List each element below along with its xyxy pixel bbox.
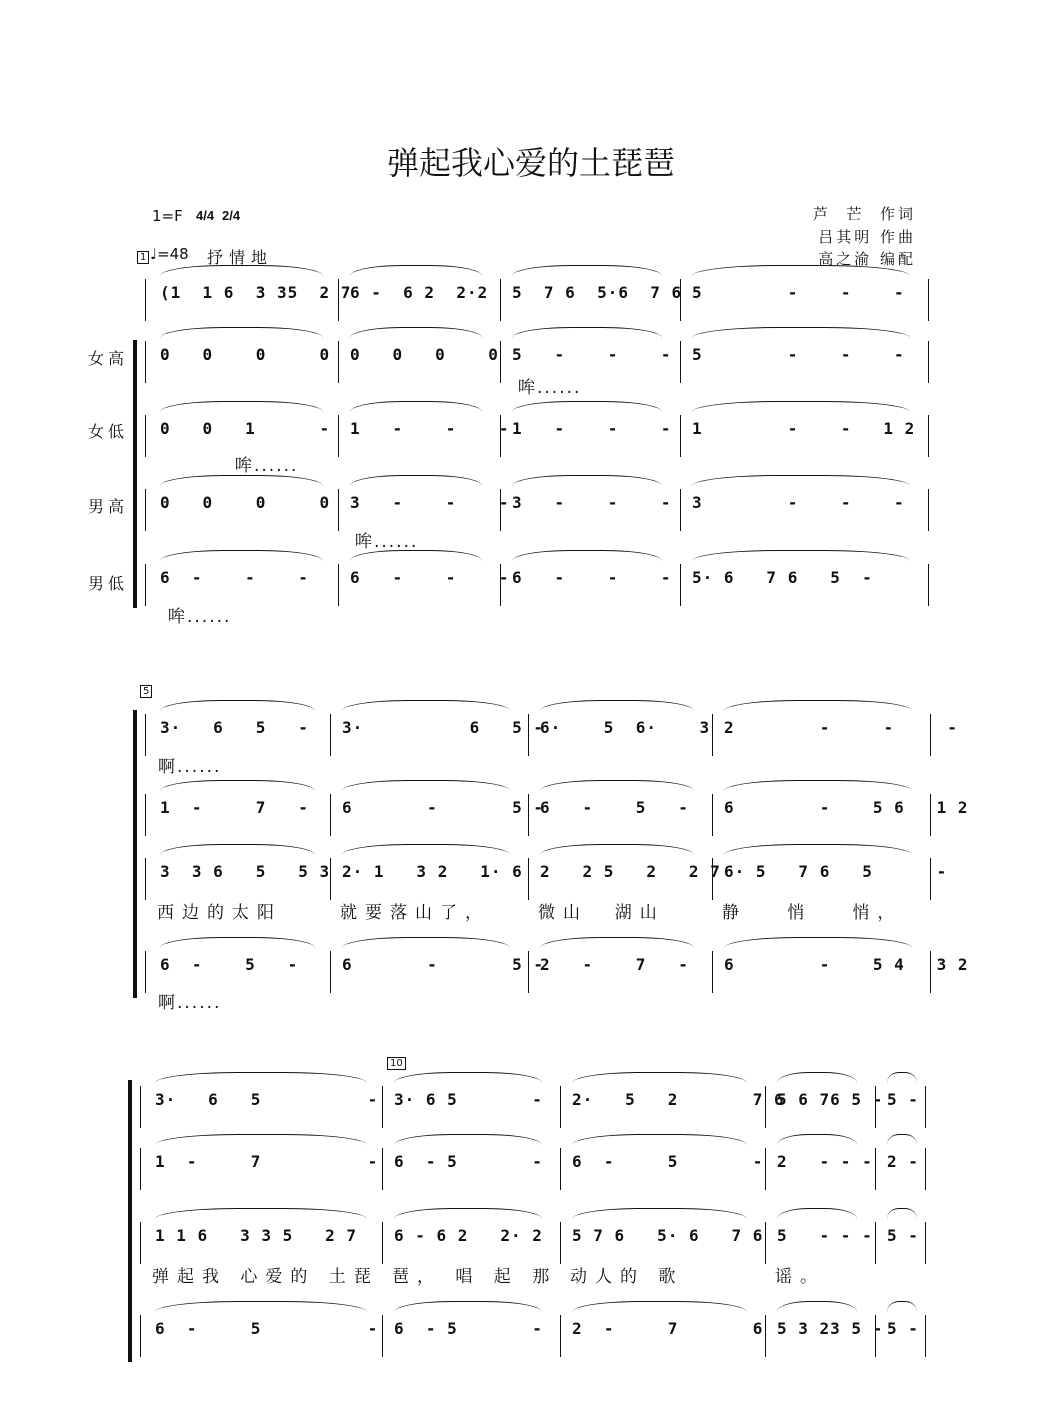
slur [155,1134,367,1145]
slur [724,937,912,948]
barline [338,341,339,383]
measure-notes: 2 - 7 6 [572,1319,764,1338]
score-title: 弹起我心爱的土琵琶 [386,144,675,182]
barline [875,1222,876,1264]
measure-notes: 3· 6 5 - [394,1090,543,1109]
measure-notes: 6 - 5 - [155,1319,379,1338]
lyric-text: 琶， 唱 起 那 [392,1267,558,1287]
slur [572,1301,747,1312]
voice-label-bass: 男低 [88,574,129,593]
system-bracket [133,710,137,998]
measure-notes: 1 - - 1 2 [692,419,916,438]
slur [394,1072,542,1083]
measure-notes: 6 - 5 - [394,1152,543,1171]
slur [777,1301,857,1312]
measure-notes: 5 - [887,1319,919,1338]
slur [887,1072,917,1083]
measure-notes: 2 - - - [724,718,958,737]
credit-composer [818,226,916,247]
lyric-text: 哞...... [235,456,299,476]
barline [765,1148,766,1190]
measure-notes: 6 - 5 6 1 2 [724,798,969,817]
measure-notes: 3 3 6 5 5 3 [160,862,331,881]
time-signature-1: 4/4 [196,208,215,223]
voice-label-soprano: 女高 [88,349,129,368]
slur [160,550,323,561]
barline [928,279,929,321]
measure-notes: 6 - 5 4 3 2 [724,955,969,974]
credit-name: 吕其明 [818,228,873,246]
slur [160,700,315,711]
barline [330,858,331,900]
slur [540,700,694,711]
measure-notes: 3· 6 5 - [155,1090,379,1109]
slur [724,844,912,855]
measure-notes: 2 - 7 - [540,955,689,974]
voice-label-alto: 女低 [88,422,129,441]
measure-notes: 1 - 7 - [160,798,309,817]
slur [692,327,910,338]
barline [928,415,929,457]
lyric-text: 谣。 [775,1267,825,1287]
voice-label-tenor: 男高 [88,497,129,516]
barline [925,1086,926,1128]
measure-notes: 5 7 6 5·6 7 6 [512,283,683,302]
barline [560,1222,561,1264]
barline [928,489,929,531]
measure-notes: 5 - - - [512,345,672,364]
barline [140,1222,141,1264]
slur [572,1072,747,1083]
lyric-text: 哞...... [355,532,419,552]
barline [145,279,146,321]
measure-notes: 3 - - - [350,493,510,512]
credit-lyricist [813,203,916,224]
slur [350,401,482,412]
barline [560,1086,561,1128]
measure-notes: 3· 6 5 - [160,718,309,737]
barline [382,1315,383,1357]
barline [145,714,146,756]
measure-notes: 6· 5 6· 3 [540,718,711,737]
system-bracket [133,340,137,608]
barline [145,341,146,383]
barline [925,1315,926,1357]
lyric-text: 静 悄 悄， [722,903,903,923]
barline [145,489,146,531]
measure-notes: 3 - - - [692,493,905,512]
slur [724,700,912,711]
measure-notes: 1 - - - [350,419,510,438]
barline [145,794,146,836]
measure-notes: 5 3 23 5 - [777,1319,884,1338]
slur [692,265,910,276]
barline [925,1148,926,1190]
slur [692,550,910,561]
measure-notes: 6 - 5 - [540,798,689,817]
slur [540,937,694,948]
system-bracket [128,1080,132,1362]
measure-notes: 5 - - - [692,345,905,364]
slur [155,1301,367,1312]
slur [155,1208,367,1219]
barline [928,341,929,383]
barline [680,341,681,383]
barline [145,951,146,993]
slur [350,550,482,561]
barline [500,279,501,321]
lyric-text: 哞...... [518,378,582,398]
slur [777,1134,857,1145]
expression-marking: 抒情地 [207,248,274,267]
barline [560,1148,561,1190]
barline [500,341,501,383]
measure-notes: 2 2 5 2 2 7 [540,862,721,881]
lyric-text: 啊...... [158,993,222,1013]
lyric-text: 啊...... [158,757,222,777]
credit-role: 编配 [879,250,916,268]
barline [145,564,146,606]
barline [712,714,713,756]
barline [928,564,929,606]
slur [160,265,323,276]
measure-notes: 6 - 5 - [342,798,545,817]
lyric-text: 西边的太阳 [157,903,282,923]
slur [394,1301,542,1312]
barline [712,951,713,993]
slur [512,265,662,276]
measure-notes: (1 1 6 3 35 2 7 [160,283,352,302]
barline [680,415,681,457]
measure-notes: 6 - 5 - [394,1319,543,1338]
barline [145,415,146,457]
key-signature: 1=F [152,207,183,225]
lyric-text: 微山 湖山 [538,903,665,923]
barline [140,1086,141,1128]
slur [540,844,694,855]
measure-notes: 5 - [887,1226,919,1245]
barline [140,1315,141,1357]
measure-notes: 6 - 6 2 2·2 [350,283,489,302]
measure-notes: 5 - - - [777,1226,873,1245]
credit-name: 高之渝 [818,250,873,268]
slur [777,1208,857,1219]
slur [394,1208,542,1219]
time-signature-2: 2/4 [222,208,241,223]
measure-notes: 1 - - - [512,419,672,438]
measure-notes: 2· 1 3 2 1· 6 [342,862,523,881]
rehearsal-mark-10: 10 [387,1057,406,1070]
barline [382,1086,383,1128]
measure-notes: 0 0 0 0 [160,493,331,512]
barline [560,1315,561,1357]
measure-notes: 2 - [887,1152,919,1171]
slur [394,1134,542,1145]
credit-name: 芦 芒 [812,205,865,223]
slur [155,1072,367,1083]
slur [160,844,315,855]
slur [350,327,482,338]
slur [887,1301,917,1312]
lyric-text: 动人的 歌 [570,1267,684,1287]
measure-notes: 0 0 0 0 [160,345,331,364]
measure-notes: 6 - 5 - [572,1152,764,1171]
measure-notes: 5 7 6 5· 6 7 6 [572,1226,764,1245]
slur [342,937,510,948]
tempo-marking: ♩=48 [150,245,189,263]
slur [724,780,912,791]
barline [140,1148,141,1190]
measure-notes: 6 - - - [160,568,309,587]
barline [875,1148,876,1190]
rehearsal-mark-5: 5 [140,685,152,698]
measure-notes: 6 - - - [512,568,672,587]
slur [160,401,323,412]
measure-notes: 6 - 6 2 2· 2 [394,1226,543,1245]
slur [692,401,910,412]
measure-notes: 0 0 0 0 [350,345,499,364]
slur [512,327,662,338]
measure-notes: 5 - [887,1090,919,1109]
barline [145,858,146,900]
barline [338,489,339,531]
barline [330,794,331,836]
lyric-text: 就要落山了， [340,903,490,923]
barline [330,951,331,993]
slur [160,780,315,791]
barline [712,794,713,836]
barline [382,1148,383,1190]
barline [338,564,339,606]
barline [680,564,681,606]
lyric-text: 哞...... [168,607,232,627]
barline [925,1222,926,1264]
measure-notes: 6· 5 7 6 5 - [724,862,948,881]
slur [887,1134,917,1145]
barline [338,415,339,457]
measure-notes: 1 1 6 3 3 5 2 7 [155,1226,358,1245]
slur [777,1072,857,1083]
slur [342,700,510,711]
credit-role: 作曲 [879,228,916,246]
barline [680,489,681,531]
barline [330,714,331,756]
credit-role: 作词 [879,205,916,223]
slur [342,844,510,855]
slur [512,401,662,412]
measure-notes: 6 - - - [350,568,510,587]
slur [692,475,910,486]
barline [765,1315,766,1357]
slur [160,937,315,948]
slur [350,475,482,486]
slur [350,265,482,276]
measure-notes: 6 - 5 - [160,955,299,974]
slur [572,1208,747,1219]
measure-notes: 5· 6 7 6 5 - [692,568,873,587]
slur [512,475,662,486]
measure-notes: 0 0 1 - [160,419,331,438]
lyric-text: 弹起我 心爱的 土琵 [152,1267,379,1287]
slur [160,327,323,338]
measure-notes: 5 6 76 5 - [777,1090,884,1109]
measure-notes: 2 - - - [777,1152,873,1171]
slur [572,1134,747,1145]
slur [540,780,694,791]
measure-notes: 5 - - - [692,283,905,302]
measure-notes: 3· 6 5 - [342,718,545,737]
rehearsal-mark-1: 1 [137,251,149,264]
slur [512,550,662,561]
slur [160,475,323,486]
barline [528,858,529,900]
slur [887,1208,917,1219]
measure-notes: 1 - 7 - [155,1152,379,1171]
barline [382,1222,383,1264]
slur [342,780,510,791]
measure-notes: 6 - 5 - [342,955,545,974]
measure-notes: 2· 5 2 7 6 [572,1090,785,1109]
barline [765,1222,766,1264]
measure-notes: 3 - - - [512,493,672,512]
